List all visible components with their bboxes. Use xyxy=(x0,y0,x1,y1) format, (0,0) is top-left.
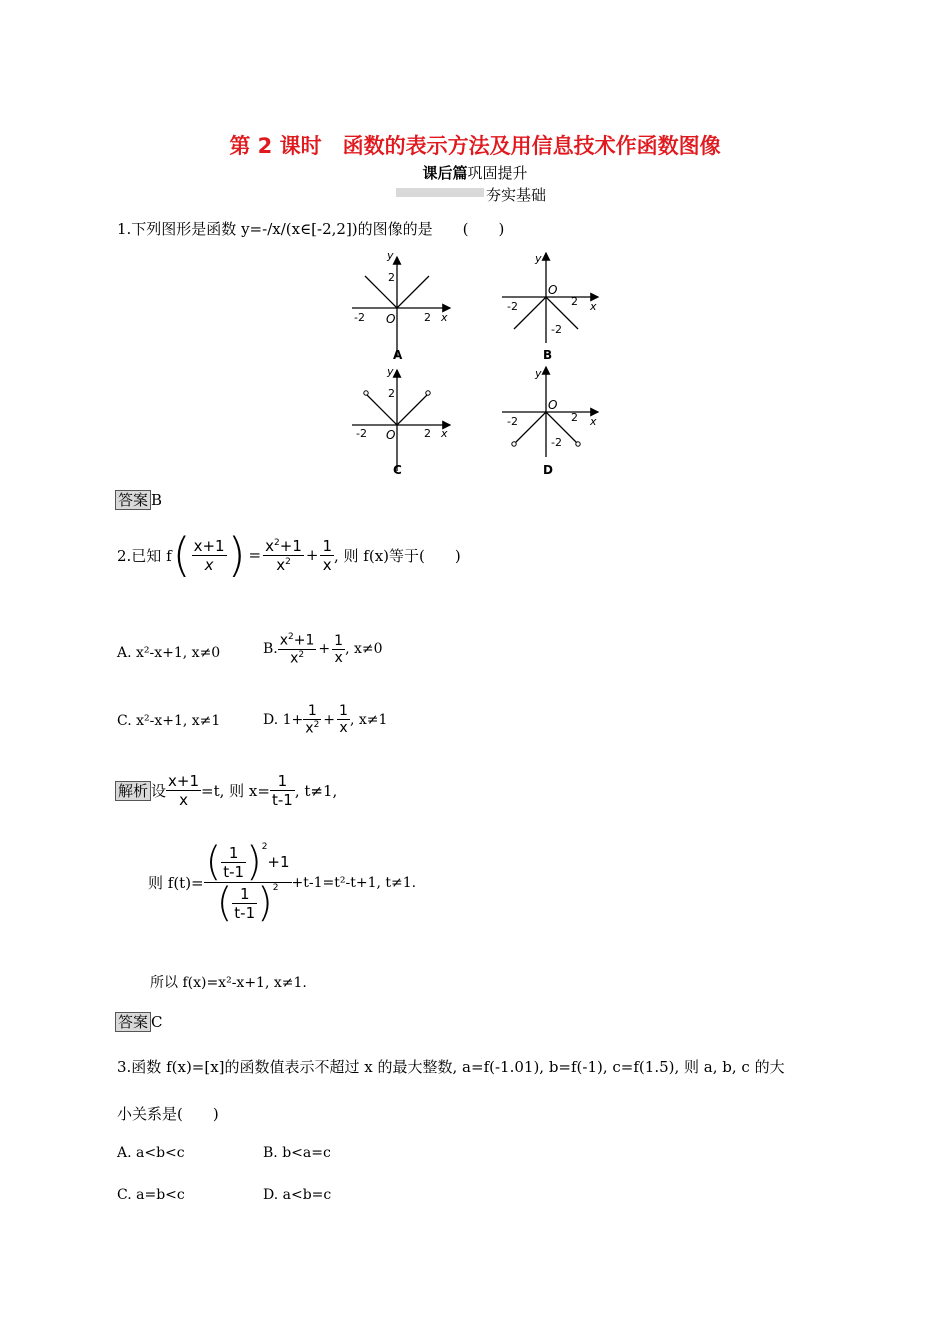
q3-stem-line1: 3.函数 f(x)=[x]的函数值表示不超过 x 的最大整数, a=f(-1.01), b=f(-1), c=f(1.5), 则 a, b, c 的大 xyxy=(117,1058,785,1076)
q2-stem: 2.已知 f ( $\frac{x+1}{x}$ ) = $\frac{x^2+1}{x^2}$ + $\frac{1}{x}$ , 则 f(x)等于( ) xyxy=(117,528,461,582)
frac-d-1: $\frac{1}{x^2}$ xyxy=(305,703,320,737)
graph-d-y-label: y xyxy=(535,367,542,380)
q1-answer-value: B xyxy=(151,491,163,509)
graph-b xyxy=(502,252,598,362)
graph-d-tick-neg2y: -2 xyxy=(551,436,562,449)
subtitle-bold: 课后篇 xyxy=(422,164,468,182)
graph-b-tick-neg2: -2 xyxy=(507,300,518,313)
q2-stem-suffix: , 则 f(x)等于( ) xyxy=(334,546,461,565)
graph-a-y-label: y xyxy=(387,249,394,262)
page-subtitle xyxy=(0,162,950,183)
q2-analysis-1 xyxy=(115,772,337,809)
q1-stem: 1.下列图形是函数 y=-/x/(x∈[-2,2])的图像的是 ( ) xyxy=(117,220,505,238)
graph-d-origin: O xyxy=(548,398,558,412)
q3-option-c: C. a=b<c xyxy=(117,1187,185,1203)
answer-tag: 答案 xyxy=(115,490,151,510)
graph-a-label: A xyxy=(393,348,403,362)
graph-b-y-label: y xyxy=(535,252,542,265)
q1-graphs xyxy=(340,245,610,485)
frac-1-over-x: $\frac{1}{x}$ xyxy=(322,536,332,574)
q2-option-b-prefix: B. xyxy=(263,641,278,658)
q2-analysis-1-mid: =t, 则 x= xyxy=(201,782,270,800)
q2-option-b: B. $\frac{x^2+1}{x^2}$ + $\frac{1}{x}$ , x≠0 xyxy=(263,632,383,667)
section-bar xyxy=(396,188,484,197)
q2-analysis-2-suffix: +t-1=t²-t+1, t≠1. xyxy=(291,874,417,891)
graph-a-tick-2x: 2 xyxy=(424,311,431,324)
q2-analysis-2-prefix: 则 f(t)= xyxy=(148,874,204,892)
q2-option-d: D. 1+ $\frac{1}{x^2}$ + $\frac{1}{x}$ , x≠1 xyxy=(263,703,388,737)
q3-option-d: D. a<b=c xyxy=(263,1187,332,1203)
q1-answer xyxy=(115,490,162,510)
graph-b-origin: O xyxy=(548,283,558,297)
q2-option-c: C. x²-x+1, x≠1 xyxy=(117,713,221,729)
graph-c-tick-2: 2 xyxy=(388,387,395,400)
q2-answer-value: C xyxy=(151,1013,163,1031)
graph-d-tick-2: 2 xyxy=(571,411,578,424)
q2-answer xyxy=(115,1012,163,1032)
graph-d xyxy=(502,367,598,477)
answer-tag: 答案 xyxy=(115,1012,151,1032)
graph-a-tick-2: 2 xyxy=(388,271,395,284)
graph-d-tick-neg2: -2 xyxy=(507,415,518,428)
subtitle-rest: 巩固提升 xyxy=(467,164,528,182)
page-title: 第 2 课时 函数的表示方法及用信息技术作函数图像 xyxy=(229,134,721,158)
q2-analysis-1-prefix: 设 xyxy=(151,782,167,800)
graph-a-origin: O xyxy=(386,312,396,326)
frac-b-2: $\frac{1}{x}$ xyxy=(334,632,344,666)
graph-c xyxy=(352,365,450,477)
graph-a-tick-neg2: -2 xyxy=(354,311,365,324)
graph-a xyxy=(352,249,450,362)
q2-analysis-2 xyxy=(148,839,417,926)
frac-a1: $\frac{x+1}{x}$ xyxy=(168,772,200,809)
q3-stem-line2: 小关系是( ) xyxy=(117,1105,219,1123)
q2-option-a: A. x²-x+1, x≠0 xyxy=(117,645,221,661)
q2-option-d-prefix: D. 1+ xyxy=(263,711,304,728)
q2-option-b-suffix: , x≠0 xyxy=(345,641,383,658)
analysis-tag: 解析 xyxy=(115,781,151,801)
frac-a2: $\frac{1}{t-1}$ xyxy=(271,772,293,809)
graph-d-label: D xyxy=(543,463,553,477)
section-title: 夯实基础 xyxy=(486,186,547,204)
graph-c-tick-neg2: -2 xyxy=(356,427,367,440)
q3-option-a: A. a<b<c xyxy=(117,1145,185,1161)
graph-b-x-label: x xyxy=(590,300,597,313)
graph-c-x-label: x xyxy=(441,427,448,440)
q2-option-d-suffix: , x≠1 xyxy=(349,711,388,728)
graph-c-tick-2x: 2 xyxy=(424,427,431,440)
graph-c-y-label: y xyxy=(387,365,394,378)
frac-d-2: $\frac{1}{x}$ xyxy=(339,703,348,737)
graph-c-label: C xyxy=(393,463,402,477)
frac-x-plus-1-over-x: $\frac{x+1}{x}$ xyxy=(193,536,225,574)
graph-b-label: B xyxy=(543,348,553,362)
graph-c-origin: O xyxy=(386,428,396,442)
q2-analysis-3: 所以 f(x)=x²-x+1, x≠1. xyxy=(150,975,307,991)
graph-a-x-label: x xyxy=(441,311,448,324)
frac-x2-plus-1-over-x2: $\frac{x^2+1}{x^2}$ xyxy=(265,536,302,574)
frac-b-1: $\frac{x^2+1}{x^2}$ xyxy=(279,632,315,667)
q2-analysis-1-suffix: , t≠1, xyxy=(294,781,338,800)
q2-stem-prefix: 2.已知 f xyxy=(117,546,172,565)
graph-b-tick-2: 2 xyxy=(571,295,578,308)
graph-d-x-label: x xyxy=(590,415,597,428)
frac-big: ( $\frac{1}{t-1}$ ) $^2$ +1 ( $\frac{1}{t-1}$ ) $^2$ xyxy=(205,839,290,926)
q3-option-b: B. b<a=c xyxy=(263,1145,331,1161)
graph-b-tick-neg2y: -2 xyxy=(551,323,562,336)
